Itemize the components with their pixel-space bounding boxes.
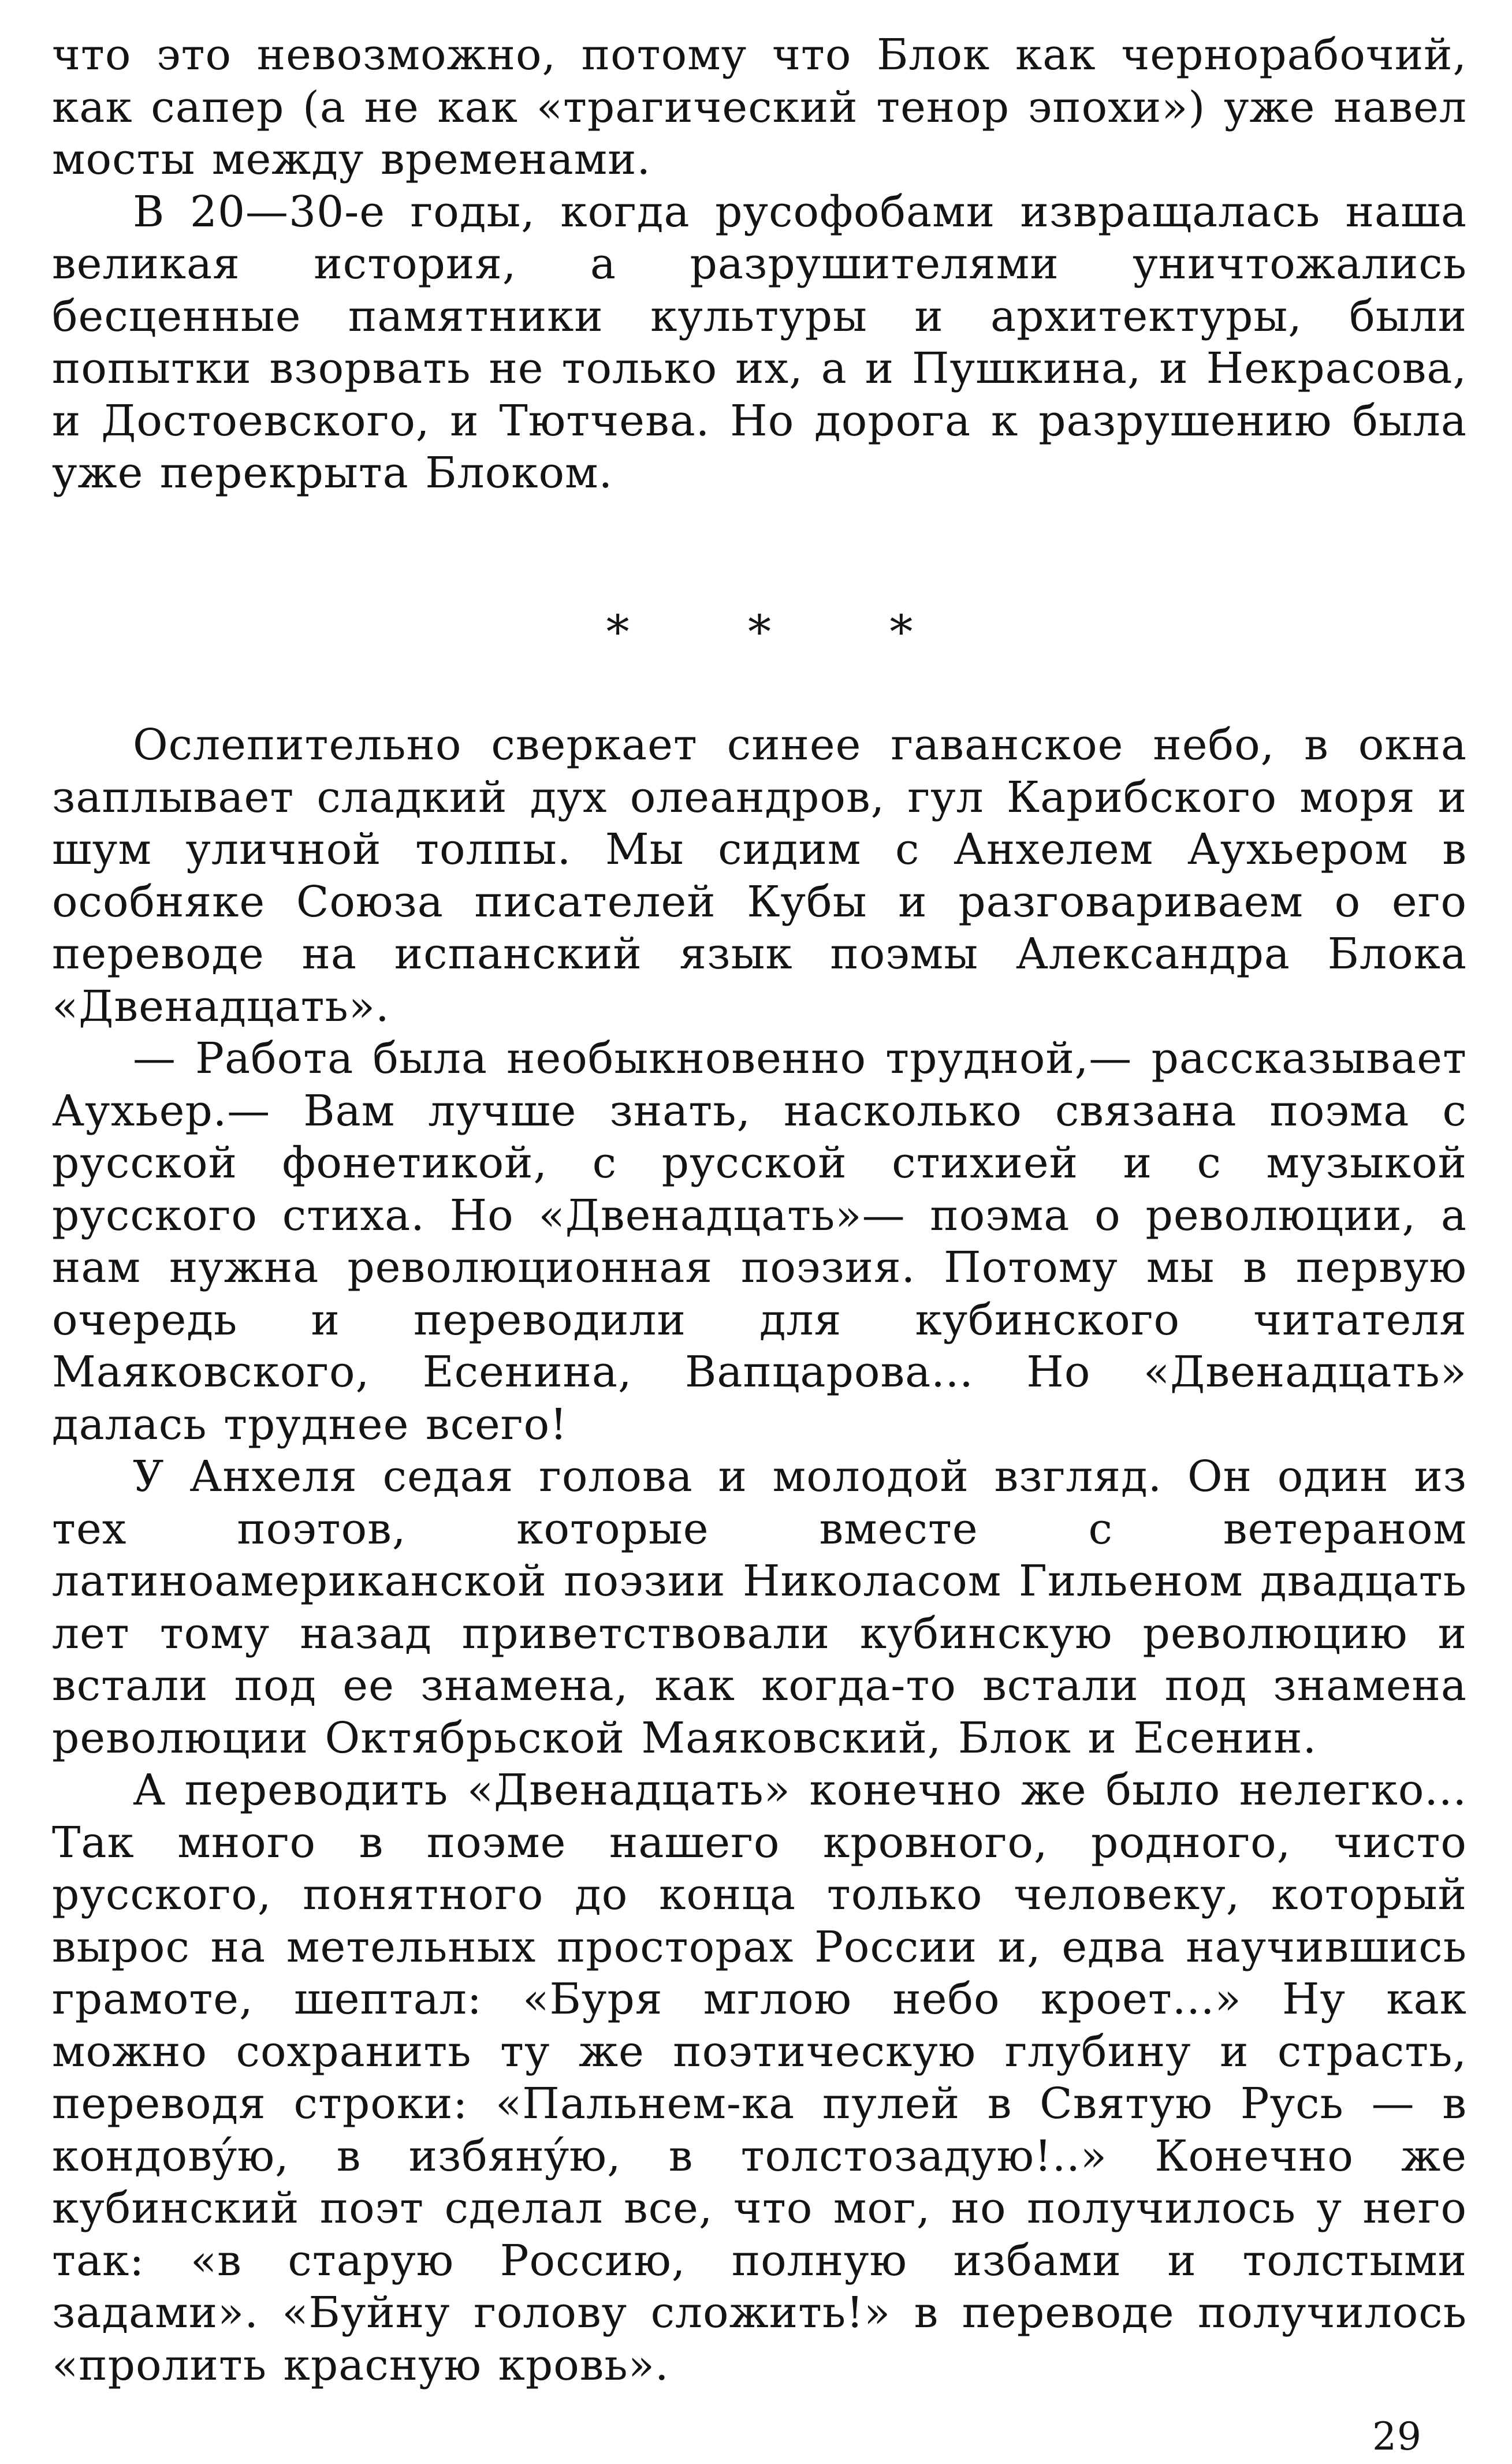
section-before-break [52, 29, 1467, 499]
section-after-break [52, 719, 1467, 2391]
section-separator: * * * [606, 605, 965, 659]
page-number: 29 [1372, 2414, 1422, 2459]
paragraph-dialogue: — Работа была необыкновенно трудной,— рассказывает Аухьер.— Вам лучше знать, насколько связана поэма с русской фонетикой, с русской стихией и с музыкой русского стиха. Но «Двенадцать»— поэма о революции, а нам нужна революционная поэзия. Потому мы в первую очередь и переводили для кубинского читателя Маяковского, Есенина, Вапцарова... Но «Двенадцать» далась труднее всего! [52, 1034, 1467, 1449]
book-page [52, 29, 1467, 2459]
paragraph-translation: А переводить «Двенадцать» конечно же было нелегко... Так много в поэме нашего кровного, родного, чисто русского, понятного до конца только человеку, который вырос на метельных просторах России и, едва научившись грамоте, шептал: «Буря мглою небо кроет...» Ну как можно сохранить ту же поэтическую глубину и страсть, переводя строки: «Пальнем-ка пулей в Святую Русь — в кондовýю, в избянýю, в толстозадую!..» Конечно же кубинский поэт сделал все, что мог, но получилось у него так: «в старую Россию, полную избами и толстыми задами». «Буйну голову сложить!» в переводе получилось «пролить красную кровь». [52, 1765, 1467, 2390]
paragraph-russophobes: В 20—30-е годы, когда русофобами извращалась наша великая история, а разрушителями уничтожались бесценные памятники культуры и архитектуры, были попытки взорвать не только их, а и Пушкина, и Некрасова, и Достоевского, и Тютчева. Но дорога к разрушению была уже перекрыта Блоком. [52, 187, 1467, 498]
paragraph-angel: У Анхеля седая голова и молодой взгляд. Он один из тех поэтов, которые вместе с ветераном латиноамериканской поэзии Николасом Гильеном двадцать лет тому назад приветствовали кубинскую революцию и встали под ее знамена, как когда-то встали под знамена революции Октябрьской Маяковский, Блок и Есенин. [52, 1452, 1467, 1763]
paragraph-havana: Ослепительно сверкает синее гаванское небо, в окна заплывает сладкий дух олеандров, гул Карибского моря и шум уличной толпы. Мы сидим с Анхелем Аухьером в особняке Союза писателей Кубы и разговариваем о его переводе на испанский язык поэмы Александра Блока «Двенадцать». [52, 720, 1467, 1031]
paragraph-continuation: что это невозможно, потому что Блок как чернорабочий, как сапер (а не как «трагический тенор эпохи») уже навел мосты между временами. [52, 30, 1467, 184]
